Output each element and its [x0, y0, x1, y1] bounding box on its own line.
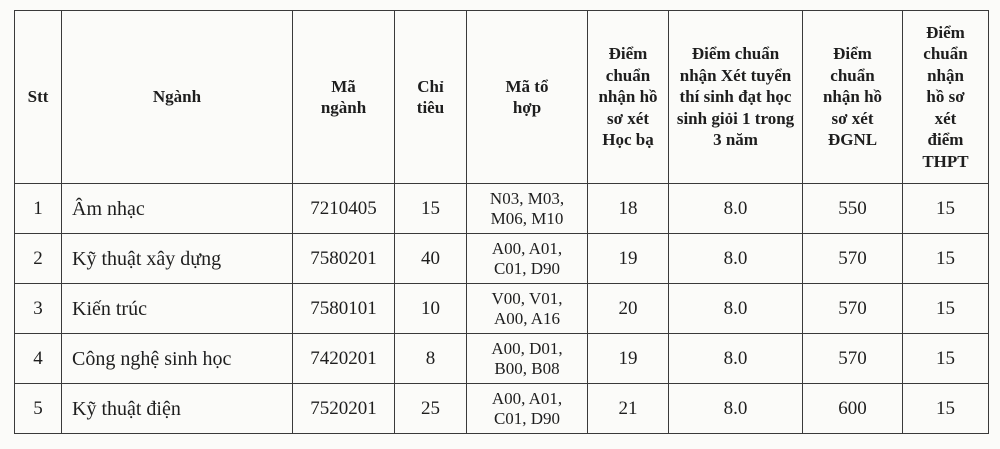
cell-thpt: 15 — [903, 234, 989, 284]
header-hoc-ba — [588, 11, 669, 184]
to-hop-line-1: A00, A01, — [491, 388, 563, 408]
to-hop-line-1: V00, V01, — [491, 288, 563, 308]
to-hop-line-2: C01, D90 — [493, 408, 561, 428]
table-row — [15, 384, 989, 434]
cell-hoc-ba: 19 — [588, 234, 669, 284]
table-row — [15, 184, 989, 234]
cell-chi-tieu: 8 — [395, 334, 467, 384]
to-hop-line-1: N03, M03, — [489, 188, 565, 208]
cell-hoc-ba: 19 — [588, 334, 669, 384]
header-stt: Stt — [15, 11, 62, 184]
header-thpt — [903, 11, 989, 184]
cell-stt: 3 — [15, 284, 62, 334]
cell-dgnl: 600 — [803, 384, 903, 434]
to-hop-line-2: B00, B08 — [494, 358, 560, 378]
cell-stt: 1 — [15, 184, 62, 234]
header-hoc-ba-text: Điểm chuẩn nhận hồ sơ xét Học bạ — [598, 44, 658, 150]
header-ma-nganh — [293, 11, 395, 184]
cell-chi-tieu: 10 — [395, 284, 467, 334]
cell-ma-to-hop — [467, 384, 588, 434]
cell-hsg: 8.0 — [669, 184, 803, 234]
cell-thpt: 15 — [903, 284, 989, 334]
table-row — [15, 284, 989, 334]
cell-hoc-ba: 20 — [588, 284, 669, 334]
table-row — [15, 234, 989, 284]
cell-dgnl: 570 — [803, 284, 903, 334]
cell-hsg: 8.0 — [669, 334, 803, 384]
cell-nganh: Công nghệ sinh học — [62, 334, 293, 384]
cell-stt: 5 — [15, 384, 62, 434]
header-chi-tieu — [395, 11, 467, 184]
cell-chi-tieu: 25 — [395, 384, 467, 434]
header-nganh: Ngành — [62, 11, 293, 184]
cell-ma-to-hop — [467, 284, 588, 334]
cell-dgnl: 550 — [803, 184, 903, 234]
cell-thpt: 15 — [903, 184, 989, 234]
cell-stt: 4 — [15, 334, 62, 384]
cell-thpt: 15 — [903, 334, 989, 384]
cell-ma-nganh: 7580101 — [293, 284, 395, 334]
cell-ma-nganh: 7580201 — [293, 234, 395, 284]
cell-ma-nganh: 7210405 — [293, 184, 395, 234]
cell-nganh: Kỹ thuật xây dựng — [62, 234, 293, 284]
cell-dgnl: 570 — [803, 234, 903, 284]
to-hop-line-1: A00, A01, — [491, 238, 563, 258]
cell-chi-tieu: 40 — [395, 234, 467, 284]
cell-dgnl: 570 — [803, 334, 903, 384]
header-row — [15, 11, 989, 184]
table-row — [15, 334, 989, 384]
header-hsg — [669, 11, 803, 184]
cell-hsg: 8.0 — [669, 384, 803, 434]
cell-thpt: 15 — [903, 384, 989, 434]
header-dgnl — [803, 11, 903, 184]
admission-scores-table — [14, 10, 989, 434]
to-hop-line-2: M06, M10 — [490, 208, 564, 228]
to-hop-line-2: C01, D90 — [493, 258, 561, 278]
to-hop-line-2: A00, A16 — [493, 308, 561, 328]
cell-nganh: Âm nhạc — [62, 184, 293, 234]
cell-hsg: 8.0 — [669, 284, 803, 334]
cell-nganh: Kiến trúc — [62, 284, 293, 334]
header-ma-to-hop-text: Mã tổ hợp — [505, 76, 549, 117]
cell-ma-to-hop — [467, 184, 588, 234]
header-thpt-text: Điểm chuẩn nhận hồ sơ xét điểm THPT — [922, 22, 969, 171]
cell-hsg: 8.0 — [669, 234, 803, 284]
cell-hoc-ba: 18 — [588, 184, 669, 234]
cell-ma-nganh: 7520201 — [293, 384, 395, 434]
header-ma-to-hop — [467, 11, 588, 184]
cell-ma-to-hop — [467, 234, 588, 284]
header-ma-nganh-text: Mã ngành — [320, 76, 367, 117]
header-dgnl-text: Điểm chuẩn nhận hồ sơ xét ĐGNL — [822, 44, 883, 150]
cell-hoc-ba: 21 — [588, 384, 669, 434]
cell-nganh: Kỹ thuật điện — [62, 384, 293, 434]
cell-ma-nganh: 7420201 — [293, 334, 395, 384]
to-hop-line-1: A00, D01, — [491, 338, 563, 358]
header-chi-tieu-text: Chỉ tiêu — [416, 76, 445, 117]
cell-stt: 2 — [15, 234, 62, 284]
cell-chi-tieu: 15 — [395, 184, 467, 234]
cell-ma-to-hop — [467, 334, 588, 384]
header-hsg-text: Điểm chuẩn nhận Xét tuyển thí sinh đạt học sinh giỏi 1 trong 3 năm — [676, 44, 795, 150]
